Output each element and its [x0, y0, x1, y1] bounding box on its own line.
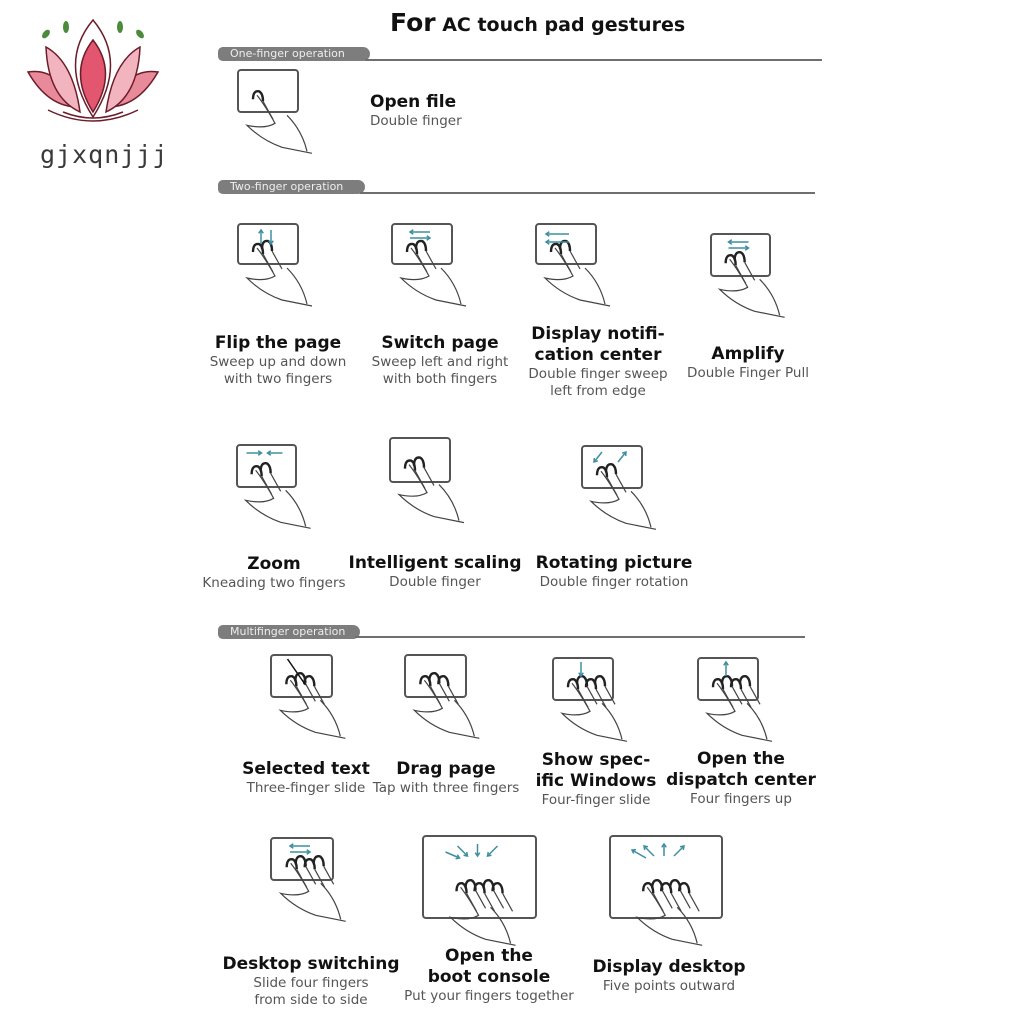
gesture-description: with both fingers	[382, 371, 498, 387]
gesture-item	[666, 749, 816, 808]
gesture-title: Display notifi-	[531, 324, 665, 344]
gesture-description: Tap with three fingers	[372, 780, 520, 796]
gesture-description: from side to side	[254, 992, 368, 1008]
gesture-description: Double finger	[389, 574, 481, 590]
gesture-title: Open the	[445, 946, 533, 966]
gesture-title: Switch page	[381, 333, 499, 353]
title-main: AC touch pad gestures	[442, 14, 686, 36]
gesture-title: Amplify	[711, 344, 785, 364]
gesture-title: Show spec-	[541, 750, 651, 770]
section-divider	[360, 192, 815, 194]
gesture-title: boot console	[427, 967, 551, 987]
gesture-item	[370, 92, 462, 130]
one-finger-tap-icon	[236, 68, 356, 170]
five-finger-spread-icon	[608, 834, 780, 976]
gesture-description: Five points outward	[602, 978, 736, 994]
gesture-description: Three-finger slide	[246, 780, 366, 796]
gesture-title: ific Windows	[535, 771, 657, 791]
gesture-title: Selected text	[242, 759, 370, 779]
gesture-description: Double finger sweep	[528, 366, 668, 382]
gesture-description: Double finger rotation	[539, 574, 689, 590]
two-finger-vertical-swipe-icon	[236, 222, 356, 322]
section-label-multifinger: Multifinger operation	[218, 625, 360, 639]
gesture-description: left from edge	[550, 383, 646, 399]
gesture-item	[210, 333, 347, 388]
gesture-description: Slide four fingers	[253, 975, 369, 991]
gesture-description: Four fingers up	[690, 791, 792, 807]
gesture-title: Drag page	[396, 759, 496, 779]
gesture-title: Desktop switching	[222, 954, 400, 974]
gesture-title: Rotating picture	[535, 553, 693, 573]
page-title	[390, 8, 685, 37]
gesture-description: Four-finger slide	[541, 792, 651, 808]
two-finger-tap-icon	[388, 436, 508, 540]
gesture-item	[373, 759, 520, 797]
gesture-item	[372, 333, 509, 388]
gesture-description: Kneading two fingers	[202, 575, 346, 591]
four-finger-swipe-up-icon	[696, 656, 816, 758]
section-label-one-finger: One-finger operation	[218, 47, 370, 61]
four-finger-swipe-down-icon	[551, 656, 671, 758]
gesture-title: Intelligent scaling	[348, 553, 522, 573]
two-finger-rotate-icon	[580, 444, 700, 546]
three-finger-drag-icon	[269, 653, 390, 755]
gesture-item	[536, 553, 693, 591]
four-finger-horizontal-swipe-icon	[269, 836, 391, 938]
section-divider	[355, 636, 805, 638]
gesture-description: Double finger	[370, 113, 462, 129]
two-finger-horizontal-swipe-icon	[390, 222, 510, 322]
gesture-title: Zoom	[247, 554, 301, 574]
gesture-description: Sweep left and right	[371, 354, 509, 370]
brand-text: gjxqnjjj	[40, 140, 169, 169]
gesture-title: Open the	[697, 749, 785, 769]
three-finger-tap-icon	[403, 653, 524, 755]
gesture-description: Put your fingers together	[404, 988, 574, 1004]
section-divider	[365, 59, 822, 61]
gesture-description: with two fingers	[223, 371, 333, 387]
gesture-title: Flip the page	[214, 333, 342, 353]
gesture-description: Double Finger Pull	[687, 365, 809, 381]
section-label-two-finger: Two-finger operation	[218, 180, 365, 194]
gesture-description: Sweep up and down	[209, 354, 347, 370]
pinch-out-icon	[709, 232, 828, 334]
gesture-item	[404, 946, 574, 1005]
gesture-title: Open file	[370, 92, 457, 112]
gesture-item	[202, 554, 345, 592]
pinch-in-icon	[235, 443, 354, 545]
gesture-title: dispatch center	[666, 770, 816, 790]
lotus-logo-icon	[18, 12, 168, 130]
gesture-item	[687, 344, 809, 382]
gesture-title: cation center	[534, 345, 662, 365]
gesture-title: Display desktop	[592, 957, 746, 977]
gesture-item	[348, 553, 521, 591]
gesture-item	[528, 324, 667, 400]
gesture-item	[536, 750, 657, 809]
title-prefix: For	[390, 8, 436, 37]
gesture-item	[592, 957, 745, 995]
two-finger-edge-swipe-icon	[534, 222, 654, 322]
gesture-item	[242, 759, 370, 797]
gesture-item	[222, 954, 399, 1009]
